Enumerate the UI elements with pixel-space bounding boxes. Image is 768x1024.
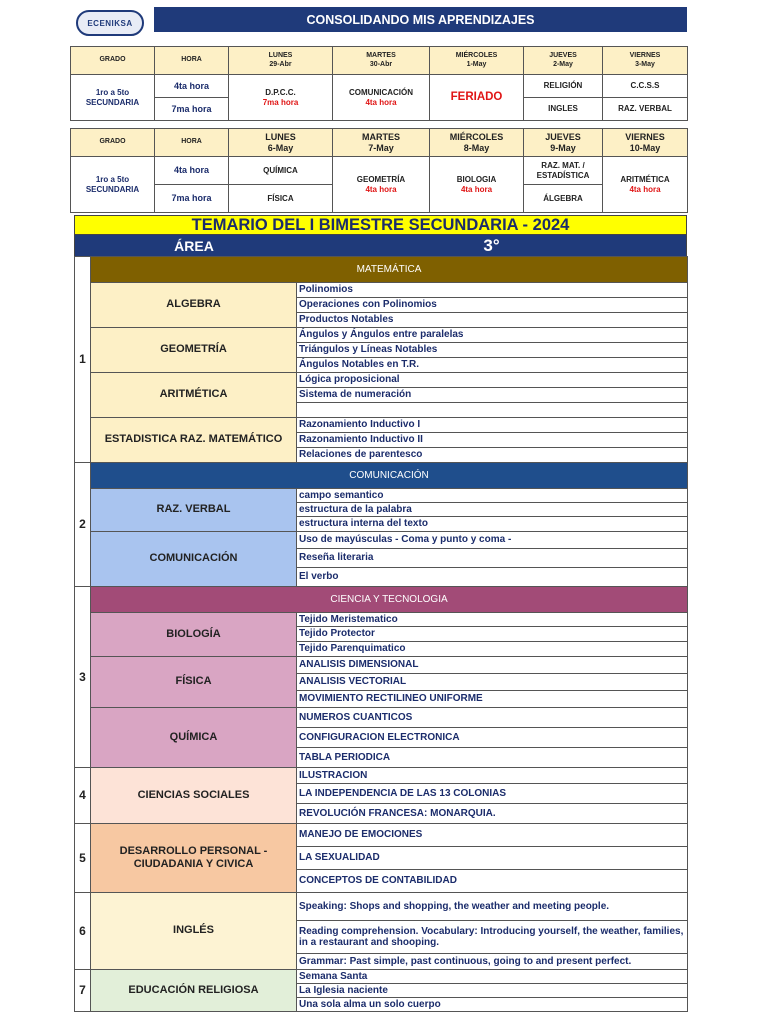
grado-cell: 1ro a 5to SECUNDARIA — [71, 75, 155, 121]
topic-item: estructura de la palabra — [297, 503, 688, 517]
class-cell: GEOMETRÍA 4ta hora — [333, 157, 430, 213]
topic-item: CONCEPTOS DE CONTABILIDAD — [297, 870, 688, 893]
subject-name: RAZ. VERBAL — [91, 489, 297, 532]
subject-name: COMUNICACIÓN — [91, 532, 297, 587]
grade-label: 3° — [483, 235, 500, 255]
grado-header: GRADO — [71, 47, 155, 75]
day-header: MIÉRCOLES 1-May — [430, 47, 524, 75]
section-number: 5 — [75, 824, 91, 893]
subject-name: DESARROLLO PERSONAL - CIUDADANIA Y CIVICA — [91, 824, 297, 893]
class-cell: RELIGIÓN — [524, 75, 603, 98]
section-number: 1 — [75, 257, 91, 463]
hora-cell: 4ta hora — [155, 157, 229, 185]
day-header: VIERNES 3-May — [603, 47, 688, 75]
section-number: 6 — [75, 893, 91, 970]
topic-item: Semana Santa — [297, 970, 688, 984]
schedule-week-1 — [70, 46, 688, 121]
section-number: 4 — [75, 768, 91, 824]
class-cell: ÁLGEBRA — [524, 185, 603, 213]
logo-text: ECENIKSA — [87, 18, 133, 28]
day-header: LUNES 6-May — [229, 129, 333, 157]
topic-item: Grammar: Past simple, past continuous, going to and present perfect. — [297, 954, 688, 970]
class-cell: QUÍMICA — [229, 157, 333, 185]
topic-item: Operaciones con Polinomios — [297, 298, 688, 313]
topic-item: ANALISIS DIMENSIONAL — [297, 657, 688, 674]
class-cell: RAZ. VERBAL — [603, 98, 688, 121]
topic-item: El verbo — [297, 568, 688, 587]
hora-header: HORA — [155, 129, 229, 157]
subject-name: QUÍMICA — [91, 708, 297, 768]
topic-item: Productos Notables — [297, 313, 688, 328]
subject-name: GEOMETRÍA — [91, 328, 297, 373]
topic-item: LA SEXUALIDAD — [297, 847, 688, 870]
topic-item: TABLA PERIODICA — [297, 748, 688, 768]
topic-item: Ángulos Notables en T.R. — [297, 358, 688, 373]
topic-item: LA INDEPENDENCIA DE LAS 13 COLONIAS — [297, 784, 688, 804]
hora-cell: 7ma hora — [155, 185, 229, 213]
hora-cell: 7ma hora — [155, 98, 229, 121]
topic-item: MANEJO DE EMOCIONES — [297, 824, 688, 847]
temario-title: TEMARIO DEL I BIMESTRE SECUNDARIA - 2024 — [74, 215, 687, 235]
subject-name: ESTADISTICA RAZ. MATEMÁTICO — [91, 418, 297, 463]
topic-item: MOVIMIENTO RECTILINEO UNIFORME — [297, 691, 688, 708]
subject-name: ALGEBRA — [91, 283, 297, 328]
class-cell: ARITMÉTICA 4ta hora — [603, 157, 688, 213]
subject-name: BIOLOGÍA — [91, 613, 297, 657]
grado-header: GRADO — [71, 129, 155, 157]
topic-item: ILUSTRACION — [297, 768, 688, 784]
topic-item: Razonamiento Inductivo I — [297, 418, 688, 433]
class-cell: COMUNICACIÓN 4ta hora — [333, 75, 430, 121]
topic-item: Tejido Meristematico — [297, 613, 688, 627]
topic-item: Triángulos y Líneas Notables — [297, 343, 688, 358]
topic-item: estructura interna del texto — [297, 517, 688, 532]
day-header: VIERNES 10-May — [603, 129, 688, 157]
subject-name: CIENCIAS SOCIALES — [91, 768, 297, 824]
day-header: JUEVES 9-May — [524, 129, 603, 157]
grado-cell: 1ro a 5to SECUNDARIA — [71, 157, 155, 213]
class-cell: BIOLOGIA 4ta hora — [430, 157, 524, 213]
topic-item: Speaking: Shops and shopping, the weather and meeting people. — [297, 893, 688, 921]
area-header — [74, 235, 687, 256]
subject-name: EDUCACIÓN RELIGIOSA — [91, 970, 297, 1012]
topic-item: NUMEROS CUANTICOS — [297, 708, 688, 728]
banner-title: CONSOLIDANDO MIS APRENDIZAJES — [154, 7, 687, 32]
section-title: MATEMÁTICA — [91, 257, 688, 283]
topic-item: Tejido Protector — [297, 627, 688, 642]
topic-item: CONFIGURACION ELECTRONICA — [297, 728, 688, 748]
section-number: 3 — [75, 587, 91, 768]
day-header: MIÉRCOLES 8-May — [430, 129, 524, 157]
hora-header: HORA — [155, 47, 229, 75]
section-number: 2 — [75, 463, 91, 587]
subject-name: INGLÉS — [91, 893, 297, 970]
class-cell: D.P.C.C. 7ma hora — [229, 75, 333, 121]
area-label: ÁREA — [174, 237, 214, 254]
topic-item: Relaciones de parentesco — [297, 448, 688, 463]
topic-item: campo semantico — [297, 489, 688, 503]
school-logo — [76, 10, 144, 36]
section-title: CIENCIA Y TECNOLOGIA — [91, 587, 688, 613]
hora-cell: 4ta hora — [155, 75, 229, 98]
topic-item: Lógica proposicional — [297, 373, 688, 388]
section-title: COMUNICACIÓN — [91, 463, 688, 489]
topic-item: Sistema de numeración — [297, 388, 688, 403]
class-cell: FÍSICA — [229, 185, 333, 213]
subject-name: ARITMÉTICA — [91, 373, 297, 418]
class-cell: RAZ. MAT. / ESTADÍSTICA — [524, 157, 603, 185]
topic-item: REVOLUCIÓN FRANCESA: MONARQUIA. — [297, 804, 688, 824]
day-header: MARTES 30-Abr — [333, 47, 430, 75]
topic-item: Uso de mayúsculas - Coma y punto y coma - — [297, 532, 688, 549]
topic-item: Reseña literaria — [297, 549, 688, 568]
topic-item — [297, 403, 688, 418]
topic-item: Tejido Parenquimatico — [297, 642, 688, 657]
schedule-week-2 — [70, 128, 688, 213]
topic-item: Una sola alma un solo cuerpo — [297, 998, 688, 1012]
topic-item: Polinomios — [297, 283, 688, 298]
topic-item: ANALISIS VECTORIAL — [297, 674, 688, 691]
day-header: MARTES 7-May — [333, 129, 430, 157]
class-cell: C.C.S.S — [603, 75, 688, 98]
topic-item: Reading comprehension. Vocabulary: Introducing yourself, the weather, families, in a restaurant and shooping. — [297, 921, 688, 954]
topic-item: Ángulos y Ángulos entre paralelas — [297, 328, 688, 343]
topic-item: La Iglesia naciente — [297, 984, 688, 998]
class-cell: INGLES — [524, 98, 603, 121]
subject-name: FÍSICA — [91, 657, 297, 708]
syllabus-table — [74, 256, 688, 1012]
day-header: JUEVES 2-May — [524, 47, 603, 75]
temario — [74, 215, 687, 1012]
day-header: LUNES 29-Abr — [229, 47, 333, 75]
topic-item: Razonamiento Inductivo II — [297, 433, 688, 448]
holiday-cell: FERIADO — [430, 75, 524, 121]
section-number: 7 — [75, 970, 91, 1012]
